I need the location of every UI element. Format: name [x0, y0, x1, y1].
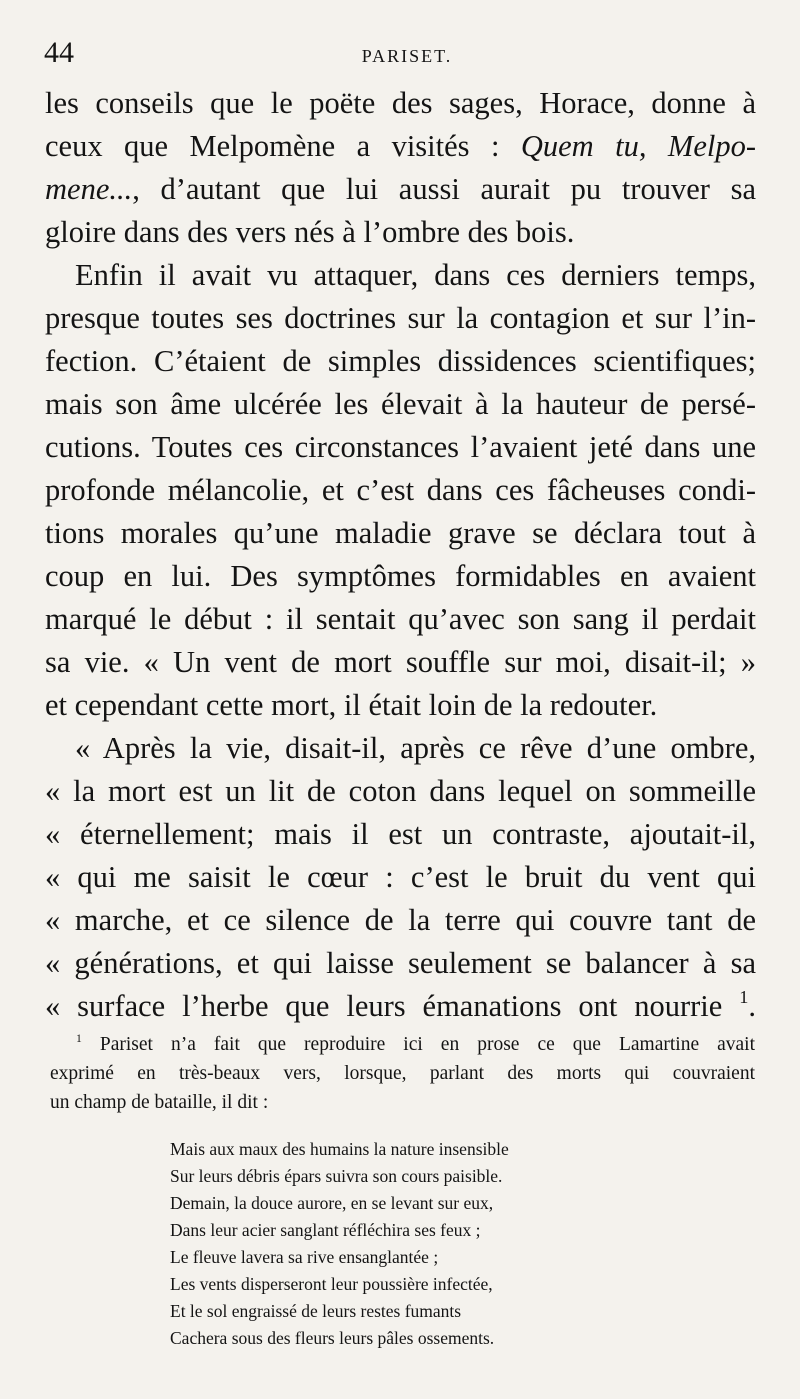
latin-quote: Quem tu, Melpo-: [520, 129, 756, 163]
text-line: fection. C’étaient de simples dissidences scientifiques;: [45, 344, 756, 378]
verse-line: Mais aux maux des humains la nature insensible: [170, 1139, 509, 1159]
text-line: profonde mélancolie, et c’est dans ces fâcheuses condi-: [45, 473, 756, 507]
text-line: « surface l’herbe que leurs émanations ont nourrie $^1$.: [45, 987, 756, 1023]
text-line: presque toutes ses doctrines sur la contagion et sur l’in-: [45, 301, 756, 335]
text-line: « marche, et ce silence de la terre qui couvre tant de: [45, 903, 756, 937]
verse-line: Dans leur acier sanglant réfléchira ses feux ;: [170, 1220, 481, 1240]
page-header: [44, 36, 770, 76]
verse-line: Demain, la douce aurore, en se levant sur eux,: [170, 1193, 494, 1213]
text-line: gloire dans des vers nés à l’ombre des bois.: [45, 215, 575, 249]
footnote-line: exprimé en très-beaux vers, lorsque, parlant des morts qui couvraient: [50, 1063, 755, 1084]
footnote-reference: 1: [739, 987, 749, 1008]
latin-quote: mene...: [45, 172, 133, 206]
text-line: coup en lui. Des symptômes formidables en avaient: [45, 559, 756, 593]
text-line: cutions. Toutes ces circonstances l’avaient jeté dans une: [45, 430, 756, 464]
text-line: « éternellement; mais il est un contraste, ajoutait-il,: [45, 817, 756, 851]
text-line: « la mort est un lit de coton dans lequel on sommeille: [45, 774, 756, 808]
text-line: « générations, et qui laisse seulement se balancer à sa: [45, 946, 756, 980]
text-line: sa vie. « Un vent de mort souffle sur moi, disait-il; »: [45, 645, 756, 679]
text-line: « Après la vie, disait-il, après ce rêve d’une ombre,: [75, 731, 756, 765]
footnote-marker: 1: [76, 1031, 82, 1045]
footnote-line: un champ de bataille, il dit :: [50, 1092, 269, 1113]
footnote-line: $^1$ Pariset n’a fait que reproduire ici en prose ce que Lamartine avait: [76, 1031, 756, 1055]
text-line: tions morales qu’une maladie grave se déclara tout à: [45, 516, 756, 550]
text-line: Enfin il avait vu attaquer, dans ces derniers temps,: [75, 258, 756, 292]
verse-line: Et le sol engraissé de leurs restes fumants: [170, 1301, 462, 1321]
text-line: les conseils que le poëte des sages, Horace, donne à: [45, 86, 756, 120]
verse-line: Cachera sous des fleurs leurs pâles ossements.: [170, 1328, 495, 1348]
text-line: mene..., d’autant que lui aussi aurait pu trouver sa: [45, 172, 756, 206]
text-line: et cependant cette mort, il était loin de la redouter.: [45, 688, 658, 722]
verse-line: Les vents disperseront leur poussière infectée,: [170, 1274, 493, 1294]
text-line: mais son âme ulcérée les élevait à la hauteur de persé-: [45, 387, 756, 421]
page-number: 44: [44, 36, 74, 69]
running-head: PARISET.: [361, 46, 453, 66]
verse-line: Le fleuve lavera sa rive ensanglantée ;: [170, 1247, 439, 1267]
text-line: ceux que Melpomène a visités : Quem tu, Melpo-: [45, 129, 756, 163]
verse-line: Sur leurs débris épars suivra son cours paisible.: [170, 1166, 503, 1186]
text-line: « qui me saisit le cœur : c’est le bruit du vent qui: [45, 860, 756, 894]
text-line: marqué le début : il sentait qu’avec son sang il perdait: [45, 602, 756, 636]
